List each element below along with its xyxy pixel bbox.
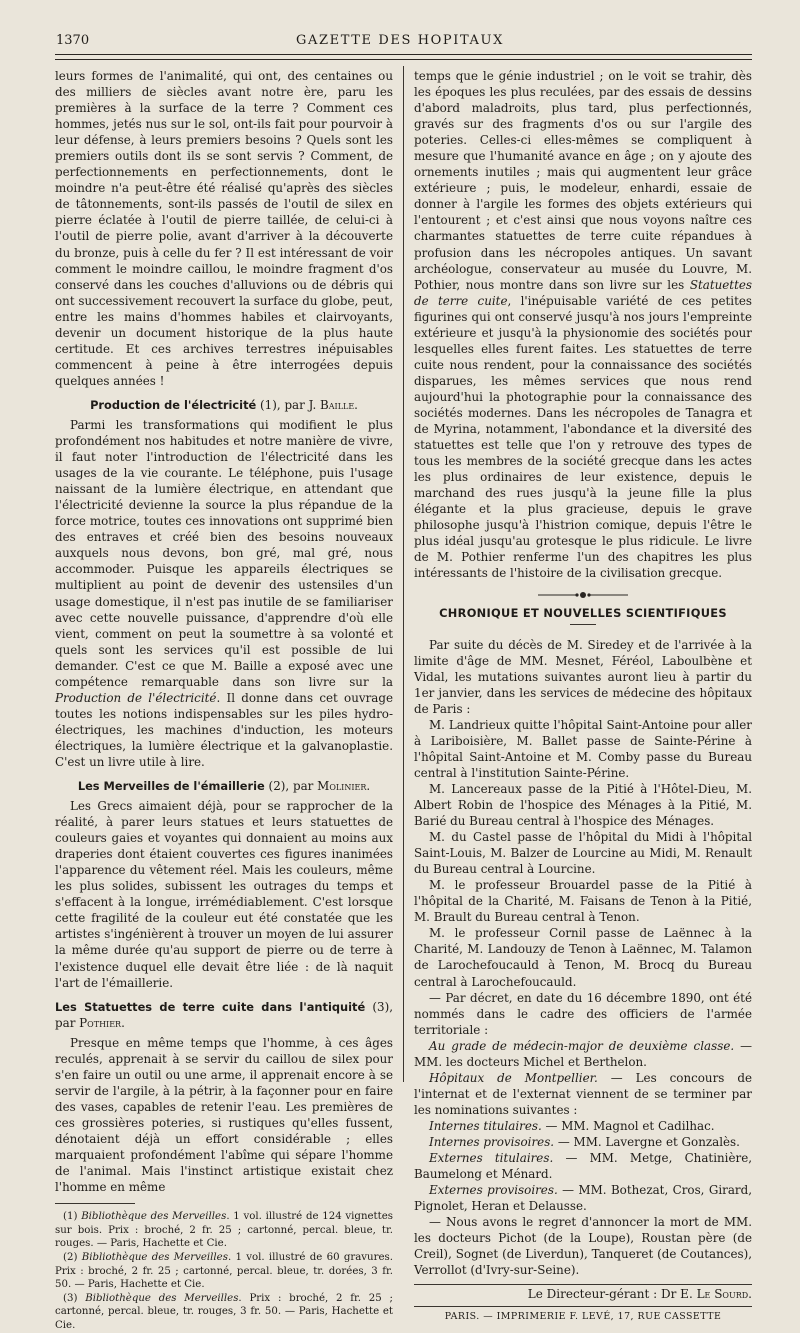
header-rule-thin bbox=[55, 59, 752, 60]
label: Internes provisoires. bbox=[429, 1135, 555, 1149]
section-title: Production de l'électricité bbox=[90, 397, 257, 412]
ornament-divider bbox=[414, 587, 752, 597]
section-title: Les Merveilles de l'émaillerie bbox=[77, 779, 265, 794]
section-note: (3), par bbox=[55, 999, 393, 1030]
deces-paragraph: — Nous avons le regret d'annoncer la mort de MM. les docteurs Pichot (de la Loupe), Roustan père (de Creil), Sognet (de Liverdun), Tanqueret (de Coutances), Verrollot (d'Ivry-sur-Seine). bbox=[414, 1215, 752, 1278]
section-end: . bbox=[366, 779, 371, 794]
montpellier-label: Hôpitaux de Montpellier. bbox=[429, 1070, 598, 1085]
label: Internes titulaires. bbox=[429, 1118, 542, 1133]
footnote bbox=[55, 1251, 393, 1292]
section-note: (1), par J. bbox=[256, 397, 321, 412]
ornament-icon bbox=[538, 591, 628, 599]
section-author: Molinier bbox=[317, 779, 367, 794]
footnote-text: . 1 vol. illustré de 124 vignettes sur bois. Prix : broché, 2 fr. 25 ; cartonné, percal. bleue, tr. rouges. — Paris, Hachette et Cie. bbox=[55, 1211, 393, 1250]
internes-provisoires bbox=[414, 1134, 752, 1150]
section-heading-statuettes bbox=[55, 999, 393, 1031]
section-body-electricite bbox=[55, 417, 393, 770]
running-title: GAZETTE DES HOPITAUX bbox=[296, 33, 504, 48]
footnote-rule bbox=[55, 1203, 135, 1204]
news-paragraph: Par suite du décès de M. Siredey et de l'arrivée à la limite d'âge de MM. Mesnet, Féréol, Laboulbène et Vidal, les mutations suivantes auront lieu à partir du 1er janvier, dans les services de médecine des hôpitaux de Paris : bbox=[414, 637, 752, 716]
grade-names: — MM. les docteurs Michel et Berthelon. bbox=[414, 1038, 753, 1069]
book-title: Production de l'électricité bbox=[55, 690, 217, 705]
gerant-end: . bbox=[748, 1287, 752, 1302]
externes-provisoires bbox=[414, 1182, 752, 1214]
news-paragraph: M. Landrieux quitte l'hôpital Saint-Antoine pour aller à Lariboisière, M. Ballet passe de Sainte-Périne à l'hôpital Saint-Antoine et M. Comby passe du Bureau central à l'institution Sainte-Périne. bbox=[414, 717, 752, 780]
footnote-number: (3) bbox=[63, 1292, 86, 1304]
imprint: PARIS. — IMPRIMERIE F. LEVÉ, 17, RUE CASSETTE bbox=[414, 1306, 752, 1325]
footnote-text: . 1 vol. illustré de 60 gravures. Prix : broché, 2 fr. 25 ; cartonné, percal. bleue, tr. dorées, 3 fr. 50. — Paris, Hachette et Cie. bbox=[55, 1251, 393, 1291]
section-body-statuettes: Presque en même temps que l'homme, à ces âges reculés, apprenait à se servir du caillou de silex pour s'en faire un outil ou une arme, il apprenait encore à se servir de l'argile, à la pétrir, à la façonner pour en faire des vases, capables de retenir l'eau. Les premières de ces grossières poteries, si rustiques qu'elles fussent, dénotaient déjà un effort considérable ; elles marquaient profondément l'abîme qui sépare l'homme de l'animal. Mais l'instinct artistique existait chez l'homme en même bbox=[55, 1035, 393, 1195]
internes-titulaires bbox=[414, 1118, 752, 1134]
body-text: Parmi les transformations qui modifient le plus profondément nos habitudes et notre manière de vivre, il faut noter l'introduction de l'électricité dans les usages de la vie courante. Le téléphone, puis l'usage naissant de la lumière électrique, en attendant que l'électricité devienne la source la plus répandue de la force motrice, toutes ces innovations ont supprimé bien des entraves et créé bien des besoins nouveaux auxquels nous devons, bon gré, mal gré, nous accommoder. Puisque les appareils électriques se multiplient au point de devenir des ustensiles d'un usage domestique, il n'est pas inutile de se familiariser avec cette nouvelle puissance, d'apprendre d'où elle vient, comment on peut la soumettre à sa volonté et quels sont les services qu'il est possible de lui demander. C'est ce que M. Baille a exposé avec une compétence remarquable dans son livre sur la bbox=[55, 417, 393, 689]
decret-paragraph: — Par décret, en date du 16 décembre 1890, ont été nommés dans le cadre des officiers de l'armée territoriale : bbox=[414, 990, 752, 1037]
footnote-number: (2) bbox=[63, 1251, 82, 1263]
gerant-label: Le Directeur-gérant : Dr E. bbox=[527, 1287, 697, 1302]
footnotes bbox=[55, 1210, 393, 1332]
externes-titulaires bbox=[414, 1150, 752, 1182]
body-text-end: . Il donne dans cet ouvrage toutes les notions indispensables sur les piles hydro-électriques, les machines d'induction, les moteurs électriques, la lumière électrique et la galvanoplastie. C'est un livre utile à lire. bbox=[55, 690, 393, 769]
book-title: Statuettes de terre cuite bbox=[414, 277, 752, 308]
directeur-gerant bbox=[414, 1284, 752, 1302]
section-body-emaillerie: Les Grecs aimaient déjà, pour se rapprocher de la réalité, à parer leurs statues et leurs statuettes de couleurs gaies et voyantes qui donnaient au moins aux draperies dont étaient couvertes ces figures inanimées l'apparence du vêtement réel. Mais les couleurs, même les plus solides, subissent les outrages du temps et s'effacent à la longue, irrémédiablement. C'est lorsque cette fragilité de la couleur eut été constatée que les artistes s'ingénièrent à trouver un moyen de lui assurer la même durée qu'au support de pierre ou de terre à l'existence duquel elle devait être liée : de là naquit l'art de l'émaillerie. bbox=[55, 799, 393, 990]
section-author: Baille bbox=[320, 397, 355, 412]
intro-paragraph: leurs formes de l'animalité, qui ont, des centaines ou des milliers de siècles avant notre ère, paru les premières à la surface de la terre ? Comment ces hommes, jetés nus sur le sol, ont-ils fait pour pourvoir à leur défense, à leurs premiers besoins ? Quels sont les premiers outils dont ils se sont servis ? Comment, de perfectionnements en perfectionnements, dont le moindre n'a peut-être été réalisé qu'après des siècles de tâtonnements, sont-ils passés de l'outil de silex en pierre éclatée à l'outil de pierre taillée, de celui-ci à l'outil de pierre polie, avant d'arriver à la découverte du bronze, puis à celle du fer ? Il est intéressant de voir comment le moindre caillou, le moindre fragment d'os conservé dans les couches d'alluvions ou de débris qui ont successivement recouvert la surface du globe, peut, entre les mains d'hommes habiles et clairvoyants, devenir un document historique de la plus haute certitude. Et ces archives terrestres inépuisables commencent à peine à être interrogées depuis quelques années ! bbox=[55, 69, 393, 388]
names: — MM. Bothezat, Cros, Girard, Pignolet, Heran et Delausse. bbox=[414, 1183, 752, 1214]
footnote-series: Bibliothèque des Merveilles bbox=[85, 1292, 239, 1304]
decret-grade bbox=[414, 1038, 752, 1070]
footnote-series: Bibliothèque des Merveilles bbox=[81, 1211, 227, 1223]
news-paragraph: M. du Castel passe de l'hôpital du Midi à l'hôpital Saint-Louis, M. Balzer de Lourcine au Midi, M. Renault du Bureau central à Lourcine. bbox=[414, 830, 752, 877]
footnote-text: . Prix : broché, 2 fr. 25 ; cartonné, percal. bleue, tr. rouges, 3 fr. 50. — Paris, Hachette et Cie. bbox=[55, 1292, 393, 1331]
footnote bbox=[55, 1210, 393, 1251]
section-heading-electricite bbox=[55, 397, 393, 413]
footnote-series: Bibliothèque des Merveilles bbox=[81, 1251, 228, 1263]
heading-rule bbox=[570, 624, 596, 625]
left-column bbox=[55, 68, 393, 1333]
footnote bbox=[55, 1292, 393, 1333]
names: — MM. Lavergne et Gonzalès. bbox=[554, 1135, 740, 1149]
body-text-end: , l'inépuisable variété de ces petites figurines qui ont conservé jusqu'à nos jours l'empreinte extérieure et jusqu'à la physionomie des sociétés pour lesquelles elles furent faites. Les statuettes de terre cuite nous rendent, pour la connaissance des sociétés disparues, les mêmes services que nous rend aujourd'hui la photographie pour la connaissance des sociétés modernes. Dans les nécropoles de Tanagra et de Myrina, notamment, l'abondance et la diversité des statuettes est telle que l'on y retrouve des types de tous les membres de la société grecque dans les actes les plus ordinaires de leur existence, depuis le marchand des rues jusqu'à la jeune fille la plus élégante et la plus gracieuse, depuis le grave philosophe jusqu'à l'histrion comique, depuis l'être le plus idéal jusqu'au grotesque le plus ridicule. Le livre de M. Pothier renferme l'un des chapitres les plus intéressants de l'histoire de la civilisation grecque. bbox=[414, 293, 752, 581]
page-number: 1370 bbox=[56, 33, 90, 48]
montpellier-paragraph bbox=[414, 1070, 752, 1118]
footnote-number: (1) bbox=[63, 1211, 82, 1223]
names: — MM. Magnol et Cadilhac. bbox=[541, 1118, 715, 1133]
section-title: Les Statuettes de terre cuite dans l'antiquité bbox=[55, 999, 366, 1014]
section-end: . bbox=[121, 1015, 125, 1030]
section-end: . bbox=[354, 397, 358, 412]
label: Externes titulaires. bbox=[429, 1151, 554, 1166]
header-rule bbox=[55, 54, 752, 55]
section-note: (2), par bbox=[264, 779, 318, 794]
section-author: Pothier bbox=[79, 1015, 122, 1030]
gerant-name: Le Sourd bbox=[696, 1287, 749, 1302]
names: — MM. Metge, Chatinière, Baumelong et Ménard. bbox=[414, 1151, 753, 1182]
news-paragraph: M. le professeur Cornil passe de Laënnec à la Charité, M. Landouzy de Tenon à Laënnec, M. Talamon de Larochefoucauld à Tenon, M. Brocq du Bureau central à Larochefoucauld. bbox=[414, 926, 752, 989]
news-paragraph: M. Lancereaux passe de la Pitié à l'Hôtel-Dieu, M. Albert Robin de l'hospice des Ménages à la Pitié, M. Barié du Bureau central à l'hospice des Ménages. bbox=[414, 781, 752, 829]
section-heading-emaillerie bbox=[55, 778, 393, 794]
news-paragraph: M. le professeur Brouardel passe de la Pitié à l'hôpital de la Charité, M. Faisans de Tenon à la Pitié, M. Brault du Bureau central à Tenon. bbox=[414, 878, 752, 925]
statuettes-continuation bbox=[414, 68, 752, 582]
montpellier-text: — Les concours de l'internat et de l'externat viennent de se terminer par les nominations suivantes : bbox=[414, 1070, 752, 1117]
chronique-heading: CHRONIQUE ET NOUVELLES SCIENTIFIQUES bbox=[439, 605, 727, 620]
right-column bbox=[414, 68, 752, 1326]
column-divider bbox=[403, 66, 404, 1082]
body-text: temps que le génie industriel ; on le voit se trahir, dès les époques les plus reculées, par des essais de dessins d'abord maladroits, plus tard, plus perfectionnés, gravés sur des fragments d'os ou sur l'argile des poteries. Celles-ci elles-mêmes se compliquent à mesure que l'humanité avance en âge ; on y ajoute des ornements inutiles ; mais qui augmentent leur grâce extérieure ; puis, le modeleur, enhardi, essaie de donner à l'argile les formes des objets extérieurs qui l'entourent ; et c'est ainsi que nous voyons naître ces charmantes statuettes de terre cuite répandues à profusion dans les nécropoles antiques. Un savant archéologue, conservateur au musée du Louvre, M. Pothier, nous montre dans son livre sur les bbox=[414, 69, 752, 292]
grade-label: Au grade de médecin-major de deuxième classe. bbox=[429, 1038, 735, 1053]
label: Externes provisoires. bbox=[429, 1183, 558, 1198]
